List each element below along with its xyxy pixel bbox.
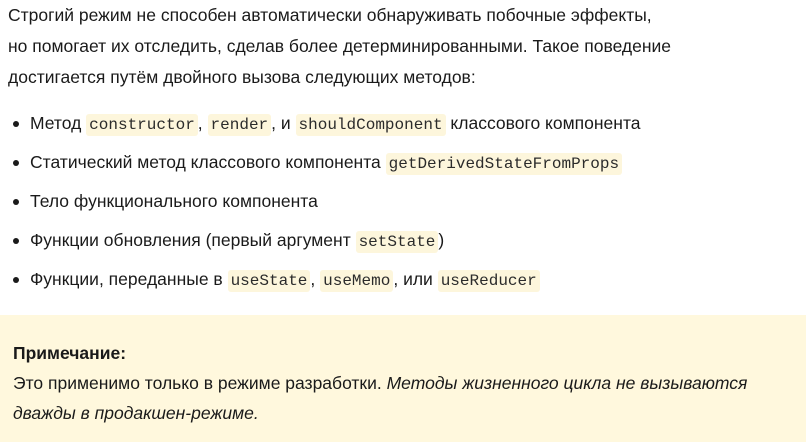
list-item-separator: , и — [271, 113, 296, 133]
intro-paragraph — [8, 0, 798, 93]
note-body-line — [13, 368, 798, 398]
note-body-italic: дважды в продакшен-режиме. — [13, 403, 259, 423]
list-item-separator: , — [310, 269, 321, 289]
list-item-separator: , или — [393, 269, 438, 289]
list-item-text: классового компонента — [445, 113, 641, 133]
bullet-icon — [13, 160, 19, 166]
intro-line: Строгий режим не способен автоматически обнаруживать побочные эффекты, — [8, 5, 652, 25]
code-snippet: useState — [228, 270, 311, 292]
note-body-italic: Методы жизненного цикла не вызываются — [386, 373, 748, 393]
note-body — [13, 368, 798, 428]
bullet-icon — [13, 238, 19, 244]
list-item-text: Функции, переданные в — [30, 269, 228, 289]
bullet-icon — [13, 199, 19, 205]
code-snippet: constructor — [86, 114, 198, 136]
list-item-text: Тело функционального компонента — [30, 191, 318, 211]
list-item — [0, 146, 806, 185]
code-snippet: getDerivedStateFromProps — [386, 153, 622, 175]
note-body-line — [13, 398, 798, 428]
list-item-text: ) — [438, 230, 445, 250]
note-callout — [0, 315, 806, 442]
bullet-icon — [13, 121, 19, 127]
code-snippet: useMemo — [320, 270, 393, 292]
methods-list — [0, 107, 806, 302]
note-body-plain: Это применимо только в режиме разработки. — [13, 373, 387, 393]
list-item-text: Функции обновления (первый аргумент — [30, 230, 356, 250]
code-snippet: shouldComponent — [296, 114, 446, 136]
code-snippet: useReducer — [438, 270, 540, 292]
intro-line: достигается путём двойного вызова следующих методов: — [8, 67, 476, 87]
list-item — [0, 263, 806, 302]
bullet-icon — [13, 277, 19, 283]
code-snippet: setState — [356, 231, 439, 253]
code-snippet: render — [208, 114, 272, 136]
list-item — [0, 185, 806, 224]
list-item — [0, 107, 806, 146]
list-item-text: Метод — [30, 113, 87, 133]
list-item-separator: , — [197, 113, 208, 133]
note-title: Примечание: — [13, 343, 127, 363]
list-item-text: Статический метод классового компонента — [30, 152, 386, 172]
intro-line: но помогает их отследить, сделав более детерминированными. Такое поведение — [8, 36, 672, 56]
list-item — [0, 224, 806, 263]
